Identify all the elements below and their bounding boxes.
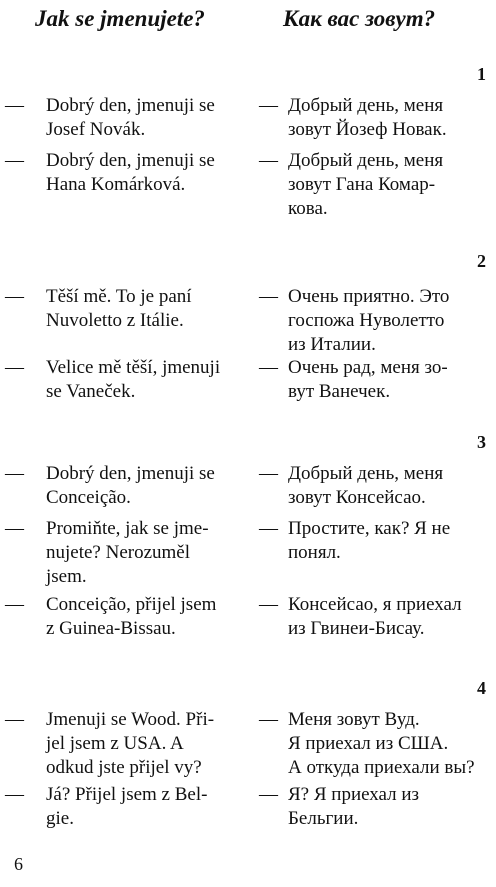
- dialogue-dash: —: [5, 286, 24, 307]
- phrase-line: se Vaneček.: [46, 381, 136, 402]
- phrase-line: Těší mě. To je paní: [46, 286, 192, 307]
- phrase-line: вут Ванечек.: [288, 381, 391, 402]
- czech-phrase: [46, 462, 215, 510]
- phrase-line: Conceição, přijel jsem: [46, 594, 217, 615]
- phrase-line: Hana Komárková.: [46, 174, 186, 195]
- russian-phrase: [288, 708, 475, 780]
- dialogue-dash: —: [5, 518, 24, 539]
- phrase-line: z Guinea-Bissau.: [46, 618, 176, 639]
- page-number: 6: [14, 854, 23, 874]
- dialogue-dash: —: [5, 150, 24, 171]
- phrase-line: из Италии.: [288, 334, 376, 355]
- phrase-line: Я? Я приехал из: [288, 784, 420, 805]
- czech-phrase: [46, 285, 192, 333]
- phrase-line: зовут Йозеф Новак.: [288, 119, 447, 140]
- phrase-line: А откуда приехали вы?: [288, 757, 475, 778]
- phrase-line: Josef Novák.: [46, 119, 146, 140]
- dialogue-dash: —: [5, 95, 24, 116]
- phrase-line: gie.: [46, 808, 74, 829]
- phrase-line: Меня зовут Вуд.: [288, 709, 420, 730]
- phrase-line: odkud jste přijel vy?: [46, 757, 202, 778]
- phrase-line: Dobrý den, jmenuji se: [46, 150, 215, 171]
- russian-phrase: [288, 285, 449, 357]
- dialogue-dash: —: [259, 709, 278, 730]
- phrase-line: Простите, как? Я не: [288, 518, 451, 539]
- phrase-line: Добрый день, меня: [288, 150, 444, 171]
- dialogue-dash: —: [5, 709, 24, 730]
- phrase-line: кова.: [288, 198, 328, 219]
- phrase-line: из Гвинеи-Бисау.: [288, 618, 425, 639]
- phrase-line: Velice mě těší, jmenuji: [46, 357, 221, 378]
- section-number: 2: [477, 251, 486, 271]
- phrase-line: Бельгии.: [288, 808, 359, 829]
- czech-phrase: [46, 708, 214, 780]
- dialogue-dash: —: [259, 594, 278, 615]
- russian-phrase: [288, 356, 448, 404]
- dialogue-dash: —: [5, 594, 24, 615]
- phrase-line: Консейсао, я приехал: [288, 594, 462, 615]
- phrase-line: Очень приятно. Это: [288, 286, 450, 307]
- phrase-line: Добрый день, меня: [288, 463, 444, 484]
- czech-column-title: Jak se jmenujete?: [35, 6, 205, 31]
- dialogue-dash: —: [259, 518, 278, 539]
- phrase-line: Nuvoletto z Itálie.: [46, 310, 184, 331]
- dialogue-dash: —: [5, 784, 24, 805]
- phrase-line: Добрый день, меня: [288, 95, 444, 116]
- phrase-line: Очень рад, меня зо-: [288, 357, 448, 378]
- section-number: 3: [477, 432, 486, 452]
- czech-phrase: [46, 94, 215, 142]
- dialogue-dash: —: [259, 357, 278, 378]
- russian-phrase: [288, 94, 447, 142]
- phrase-line: jel jsem z USA. A: [46, 733, 184, 754]
- phrase-line: Jmenuji se Wood. Při-: [46, 709, 215, 730]
- russian-phrase: [288, 462, 443, 510]
- dialogue-dash: —: [259, 286, 278, 307]
- czech-phrase: [46, 356, 220, 404]
- phrase-line: Dobrý den, jmenuji se: [46, 463, 215, 484]
- phrase-line: Promiňte, jak se jme-: [46, 518, 209, 539]
- czech-phrase: [46, 783, 207, 831]
- dialogue-dash: —: [5, 463, 24, 484]
- dialogue-dash: —: [259, 463, 278, 484]
- section-number: 1: [477, 64, 486, 84]
- dialogue-dash: —: [259, 150, 278, 171]
- phrase-line: jsem.: [46, 566, 87, 587]
- russian-phrase: [288, 783, 419, 831]
- phrase-line: Conceição.: [46, 487, 131, 508]
- phrase-line: Já? Přijel jsem z Bel-: [46, 784, 208, 805]
- dialogue-dash: —: [259, 784, 278, 805]
- czech-phrase: [46, 149, 215, 197]
- russian-phrase: [288, 593, 462, 641]
- phrase-line: госпожа Нуволетто: [288, 310, 445, 331]
- phrase-line: nujete? Nerozuměl: [46, 542, 191, 563]
- russian-phrase: [288, 149, 443, 221]
- russian-phrase: [288, 517, 450, 565]
- czech-phrase: [46, 517, 209, 589]
- russian-column-title: Как вас зовут?: [283, 6, 436, 31]
- phrase-line: зовут Консейсао.: [288, 487, 426, 508]
- czech-phrase: [46, 593, 216, 641]
- phrase-line: Dobrý den, jmenuji se: [46, 95, 215, 116]
- dialogue-dash: —: [259, 95, 278, 116]
- phrase-line: понял.: [288, 542, 341, 563]
- phrase-line: зовут Гана Комар-: [288, 174, 436, 195]
- section-number: 4: [477, 678, 486, 698]
- phrase-line: Я приехал из США.: [288, 733, 449, 754]
- dialogue-dash: —: [5, 357, 24, 378]
